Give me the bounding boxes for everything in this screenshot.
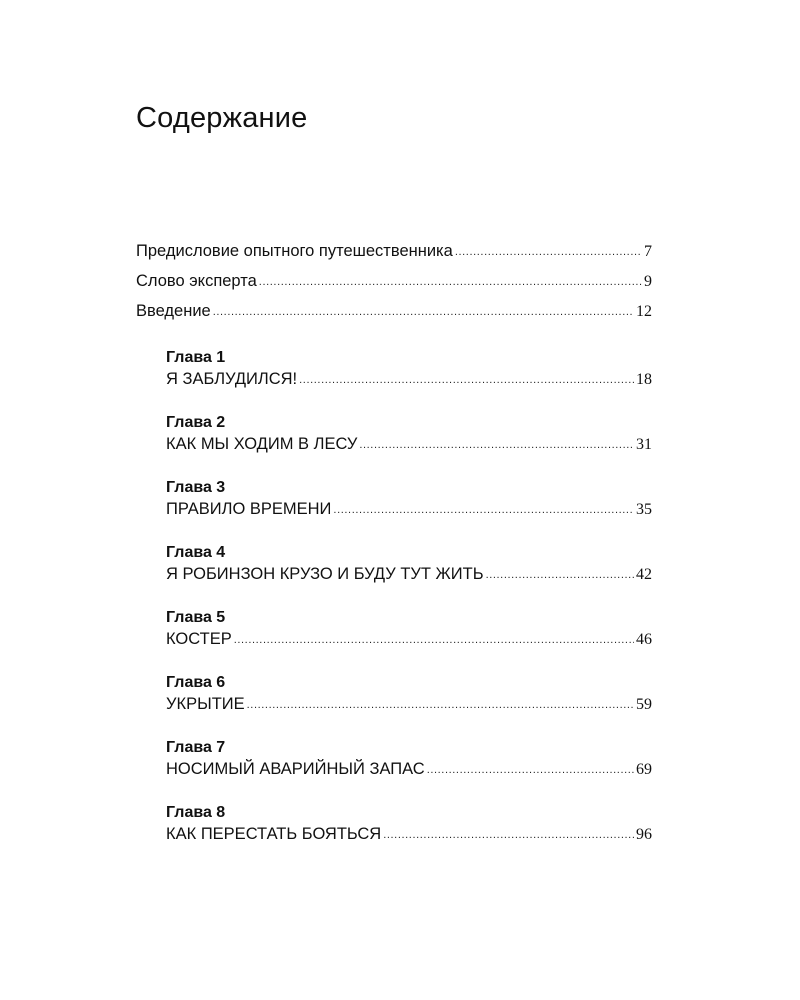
chapter-heading: Глава 6 xyxy=(166,674,226,691)
toc-entry-label: КОСТЕР xyxy=(166,630,232,648)
dot-leader xyxy=(486,565,634,585)
chapter-heading: Глава 5 xyxy=(166,609,226,626)
toc-entry-label: Введение xyxy=(136,302,211,320)
toc-page-number: 9 xyxy=(644,273,652,290)
toc-page-number: 59 xyxy=(636,696,652,713)
dot-leader xyxy=(359,435,634,455)
toc-entry-label: ПРАВИЛО ВРЕМЕНИ xyxy=(166,500,332,518)
dot-leader xyxy=(213,302,634,322)
toc-entry-label: КАК ПЕРЕСТАТЬ БОЯТЬСЯ xyxy=(166,825,382,843)
chapter-heading: Глава 1 xyxy=(166,349,226,366)
dot-leader xyxy=(234,630,634,650)
toc-entry-introduction[interactable] xyxy=(136,301,652,323)
dot-leader xyxy=(299,370,634,390)
toc-entry-label: УКРЫТИЕ xyxy=(166,695,245,713)
dot-leader xyxy=(333,500,634,520)
toc-page-number: 12 xyxy=(636,303,652,320)
chapter-heading: Глава 7 xyxy=(166,739,226,756)
toc-entry-chapter-7[interactable] xyxy=(166,759,652,781)
toc-page-number: 7 xyxy=(644,243,652,260)
toc-entry-chapter-6[interactable] xyxy=(166,694,652,716)
toc-entry-label: Предисловие опытного путешественника xyxy=(136,242,453,260)
toc-entry-expert-word[interactable] xyxy=(136,271,652,293)
toc-entry-chapter-3[interactable] xyxy=(166,499,652,521)
toc-entry-label: Слово эксперта xyxy=(136,272,257,290)
toc-entry-label: КАК МЫ ХОДИМ В ЛЕСУ xyxy=(166,435,358,453)
toc-entry-chapter-1[interactable] xyxy=(166,369,652,391)
dot-leader xyxy=(455,242,642,262)
toc-entry-label: НОСИМЫЙ АВАРИЙНЫЙ ЗАПАС xyxy=(166,760,425,778)
toc-page-number: 42 xyxy=(636,566,652,583)
toc-page-number: 31 xyxy=(636,436,652,453)
dot-leader xyxy=(247,695,634,715)
toc-page-number: 18 xyxy=(636,371,652,388)
dot-leader xyxy=(383,825,634,845)
toc-page-number: 35 xyxy=(636,501,652,518)
toc-entry-chapter-5[interactable] xyxy=(166,629,652,651)
chapter-heading: Глава 4 xyxy=(166,544,226,561)
toc-entry-chapter-8[interactable] xyxy=(166,824,652,846)
toc-entry-chapter-2[interactable] xyxy=(166,434,652,456)
toc-entry-label: Я ЗАБЛУДИЛСЯ! xyxy=(166,370,298,388)
toc-page-number: 96 xyxy=(636,826,652,843)
toc-entry-label: Я РОБИНЗОН КРУЗО И БУДУ ТУТ ЖИТЬ xyxy=(166,565,484,583)
dot-leader xyxy=(427,760,634,780)
toc-entry-preface[interactable] xyxy=(136,241,652,263)
toc-page-number: 69 xyxy=(636,761,652,778)
toc-entry-chapter-4[interactable] xyxy=(166,564,652,586)
chapter-heading: Глава 3 xyxy=(166,479,226,496)
dot-leader xyxy=(259,272,642,292)
toc-page-number: 46 xyxy=(636,631,652,648)
chapter-heading: Глава 8 xyxy=(166,804,226,821)
chapter-heading: Глава 2 xyxy=(166,414,226,431)
page-title: Содержание xyxy=(136,102,308,134)
